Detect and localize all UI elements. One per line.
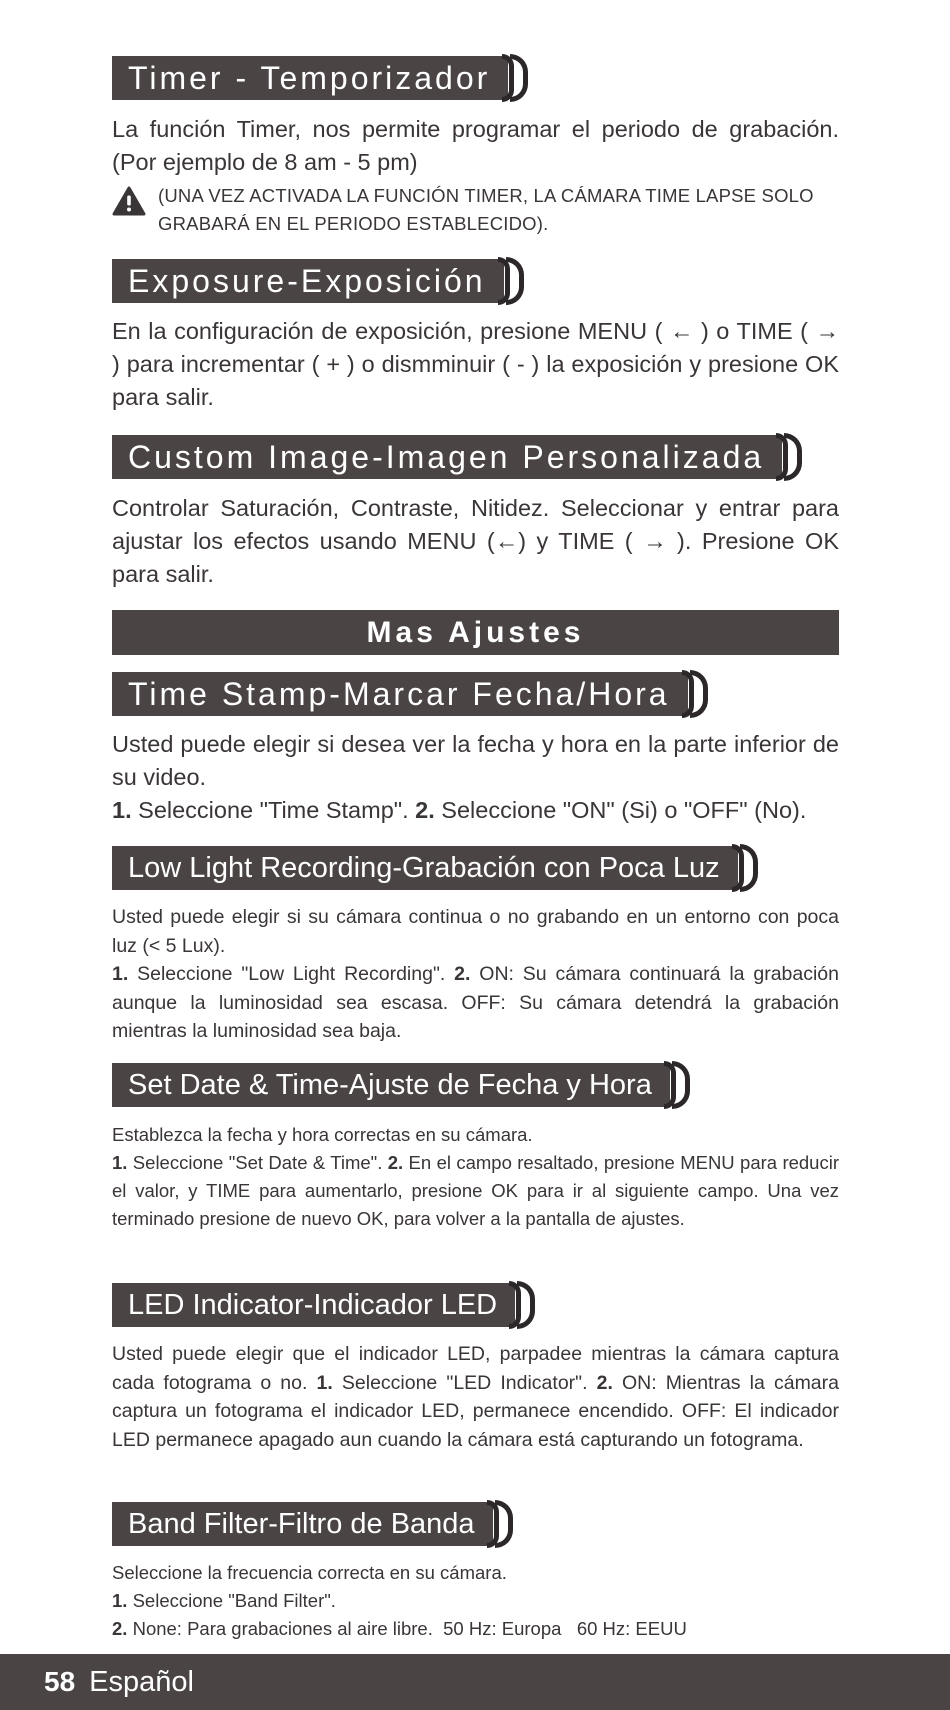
step-text: None: Para grabaciones al aire libre. 50 Hz: Europa 60 Hz: EEUU [127,1618,687,1639]
led-description: Usted puede elegir que el indicador LED, parpadee mientras la cámara captura cada fotograma o no. [112,1343,839,1394]
arrow-left-icon: ← [669,318,694,344]
exposure-text-a: En la configuración de exposición, presione MENU ( [112,318,670,344]
step-text: ON: Su cámara continuará la grabación aunque la luminosidad sea escasa. OFF: Su cámara detendrá la grabación mientras la luminosidad sea baja. [112,963,839,1042]
time-stamp-steps [112,794,839,827]
exposure-text-b: ) o TIME ( [693,318,816,344]
step-text: En el campo resaltado, presione MENU para reducir el valor, y TIME para aumentarlo, presione OK para ir al siguiente campo. Una vez terminado presione de nuevo OK, para volver a la pantalla de ajustes. [112,1152,839,1229]
language-label: Español [89,1665,194,1698]
low-light-body [112,903,839,1046]
custom-image-title: Custom Image-Imagen Personalizada [112,435,782,479]
exposure-body [112,315,839,414]
warning-triangle-icon [112,186,146,216]
double-bracket-icon [684,670,710,718]
time-stamp-description: Usted puede elegir si desea ver la fecha y hora en la parte inferior de su video. [112,731,839,790]
set-date-body [112,1121,839,1233]
set-date-title: Set Date & Time-Ajuste de Fecha y Hora [112,1063,670,1107]
warning-text: (UNA VEZ ACTIVADA LA FUNCIÓN TIMER, LA CÁMARA TIME LAPSE SOLO GRABARÁ EN EL PERIODO ESTABLECIDO). [158,185,814,234]
low-light-description: Usted puede elegir si su cámara continua o no grabando en un entorno con poca luz (< 5 Lux). [112,906,839,957]
band-filter-body [112,1559,839,1643]
led-title: LED Indicator-Indicador LED [112,1283,515,1327]
step-number: 1. [112,1590,128,1611]
step-number: 2. [387,1152,404,1173]
band-filter-step1 [112,1587,839,1615]
double-bracket-icon [489,1500,515,1548]
step-number: 2. [596,1371,613,1394]
custom-image-text-a: Controlar Saturación, Contraste, Nitidez. Seleccionar y entrar para ajustar los efectos usando MENU ( [112,495,839,554]
low-light-header [112,846,760,890]
page-number: 58 [44,1666,76,1697]
custom-image-body [112,492,839,591]
time-stamp-header [112,672,710,716]
band-filter-header [112,1502,515,1546]
step-text: Seleccione "Band Filter". [127,1590,336,1611]
step-text: Seleccione "Time Stamp". [131,797,416,823]
step-number: 1. [112,797,132,823]
led-header [112,1283,537,1327]
time-stamp-body [112,728,839,827]
band-filter-step2 [112,1615,839,1643]
step-number: 1. [112,1152,128,1173]
band-filter-title: Band Filter-Filtro de Banda [112,1502,493,1546]
step-number: 2. [112,1618,128,1639]
step-text: ON: Mientras la cámara captura un fotograma el indicador LED, permanece encendido. OFF: El indicador LED permanece apagado aun cuando la cámara está capturando un fotograma. [112,1371,839,1451]
low-light-title: Low Light Recording-Grabación con Poca Luz [112,846,738,890]
timer-title: Timer - Temporizador [112,56,508,100]
step-text: Seleccione "Set Date & Time". [127,1152,388,1173]
double-bracket-icon [778,433,804,481]
double-bracket-icon [511,1281,537,1329]
timer-warning [112,182,839,238]
custom-image-text-c: ). Presione OK para salir. [112,528,839,587]
arrow-right-icon: → [643,528,667,554]
mas-ajustes-banner: Mas Ajustes [112,610,839,655]
set-date-description: Establezca la fecha y hora correctas en su cámara. [112,1124,533,1145]
exposure-header [112,259,526,303]
arrow-right-icon: → [815,318,839,344]
custom-image-text-b: ) y TIME ( [518,528,644,554]
step-text: Seleccione "ON" (Si) o "OFF" (No). [434,797,807,823]
step-number: 1. [112,963,129,985]
timer-header [112,56,530,100]
led-body [112,1340,839,1454]
step-number: 2. [415,797,435,823]
time-stamp-title: Time Stamp-Marcar Fecha/Hora [112,672,688,716]
double-bracket-icon [500,257,526,305]
band-filter-description: Seleccione la frecuencia correcta en su cámara. [112,1562,507,1583]
exposure-title: Exposure-Exposición [112,259,504,303]
exposure-text-c: ) para incrementar ( + ) o dismminuir ( - ) la exposición y presione OK para salir. [112,351,839,410]
timer-body: La función Timer, nos permite programar el periodo de grabación. (Por ejemplo de 8 am - 5 pm) [112,116,839,175]
page-footer [0,1654,950,1710]
custom-image-header [112,435,804,479]
double-bracket-icon [666,1061,692,1109]
double-bracket-icon [734,844,760,892]
step-text: Seleccione "Low Light Recording". [128,963,455,985]
step-text: Seleccione "LED Indicator". [332,1371,597,1394]
set-date-header [112,1063,692,1107]
step-number: 2. [454,963,471,985]
double-bracket-icon [504,54,530,102]
step-number: 1. [316,1371,333,1394]
arrow-left-icon: ← [494,528,519,554]
